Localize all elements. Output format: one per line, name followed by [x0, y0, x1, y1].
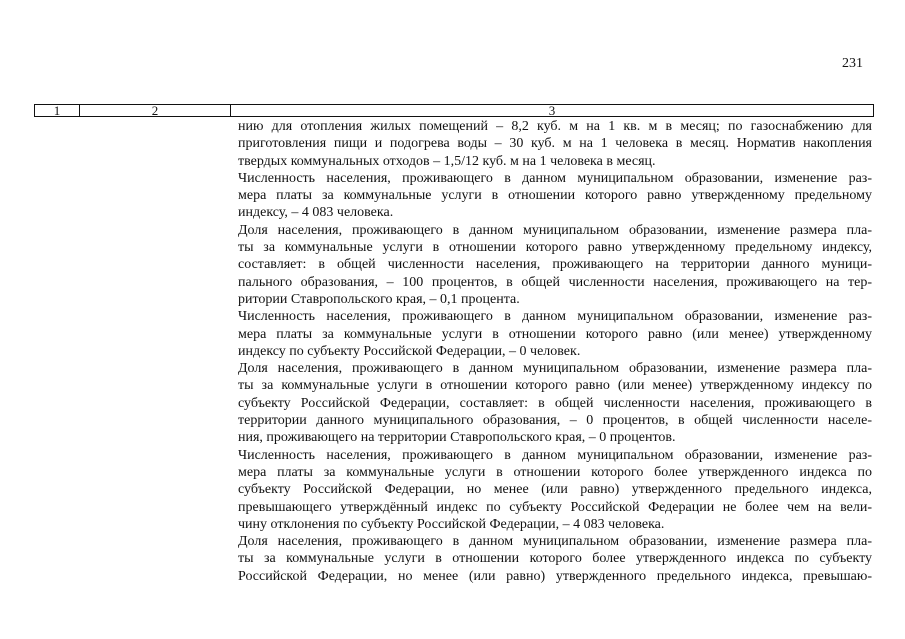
text-line: чину отклонения по субъекту Российской Федерации, – 4 083 человека.	[238, 516, 665, 532]
page-number: 231	[842, 56, 863, 71]
text-line: субъекту Российской Федерации, составляет: в общей численности населения, проживающего в	[238, 395, 872, 411]
paragraph	[238, 118, 872, 170]
paragraph	[238, 533, 872, 585]
text-line: территории данного муниципального образования, – 0 процентов, в общей численности населе-	[238, 413, 872, 429]
text-line: субъекту Российской Федерации, но менее (или равно) утвержденного предельного индекса,	[238, 482, 872, 498]
text-line: Доля населения, проживающего в данном муниципальном образовании, изменение размера пла-	[238, 222, 872, 238]
text-line: превышающего утверждённый индекс по субъекту Российской Федерации не более чем на вели-	[238, 499, 872, 515]
text-line: ты за коммунальные услуги в отношении которого более утвержденного индекса по субъекту	[238, 551, 872, 567]
text-line: пального образования, – 100 процентов, в общей численности населения, проживающего на тер-	[238, 274, 872, 290]
table-header-col-2: 2	[80, 105, 231, 116]
text-line: индексу, – 4 083 человека.	[238, 205, 394, 221]
text-line: ты за коммунальные услуги в отношении которого равно (или менее) утвержденному индексу по	[238, 378, 872, 394]
text-line: Численность населения, проживающего в данном муниципальном образовании, изменение раз-	[238, 447, 872, 463]
paragraph	[238, 360, 872, 446]
text-line: мера платы за коммунальные услуги в отношении которого более утвержденного индекса по	[238, 464, 872, 480]
text-line: мера платы за коммунальные услуги в отношении которого равно (или менее) утвержденному	[238, 326, 872, 342]
table-header-col-3: 3	[548, 103, 556, 118]
text-line: Доля населения, проживающего в данном муниципальном образовании, изменение размера пла-	[238, 534, 872, 550]
text-line: твердых коммунальных отходов – 1,5/12 куб. м на 1 человека в месяц.	[238, 153, 656, 169]
text-line: нию для отопления жилых помещений – 8,2 куб. м на 1 кв. м в месяц; по газоснабжению для	[238, 119, 872, 134]
paragraph	[238, 447, 872, 533]
paragraph	[238, 222, 872, 308]
document-body	[238, 118, 872, 585]
text-line: составляет: в общей численности населения, проживающего на территории данного муници-	[238, 257, 872, 273]
text-line: приготовления пищи и подогрева воды – 30 куб. м на 1 человека в месяц. Норматив накопления	[238, 136, 872, 152]
table-header-col-1: 1	[35, 105, 80, 116]
text-line: ритории Ставропольского края, – 0,1 процента.	[238, 291, 520, 307]
text-line: мера платы за коммунальные услуги в отношении которого равно утвержденному предельному	[238, 188, 872, 204]
text-line: Российской Федерации, но менее (или равно) утвержденного предельного индекса, превышаю-	[238, 568, 872, 584]
text-line: индексу по субъекту Российской Федерации, – 0 человек.	[238, 343, 581, 359]
table-header-row	[34, 104, 874, 117]
paragraph	[238, 308, 872, 360]
text-line: Численность населения, проживающего в данном муниципальном образовании, изменение раз-	[238, 170, 872, 186]
text-line: ния, проживающего на территории Ставропольского края, – 0 процентов.	[238, 430, 676, 446]
text-line: Численность населения, проживающего в данном муниципальном образовании, изменение раз-	[238, 309, 872, 325]
text-line: Доля населения, проживающего в данном муниципальном образовании, изменение размера пла-	[238, 361, 872, 377]
text-line: ты за коммунальные услуги в отношении которого равно утвержденному предельному индексу,	[238, 240, 872, 256]
paragraph	[238, 170, 872, 222]
